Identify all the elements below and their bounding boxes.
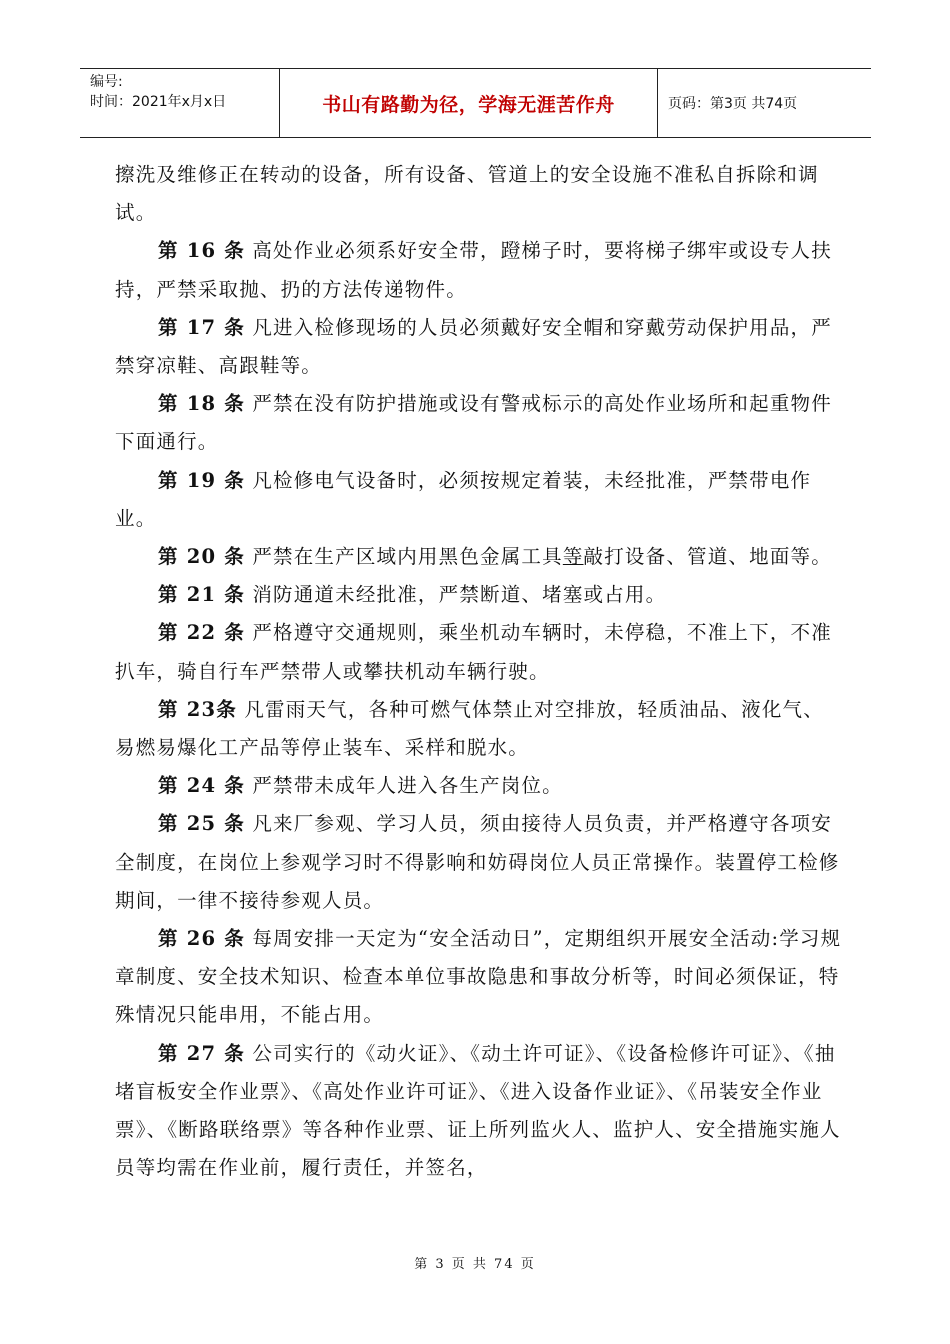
article-label: 第 16 条 (158, 239, 245, 263)
article-text: 凡来厂参观、学习人员，须由接待人员负责，并严格遵守各项安全制度，在岗位上参观学习时不得影响和妨碍岗位人员正常操作。装置停工检修期间，一律不接待参观人员。 (115, 812, 840, 912)
article-16 (115, 232, 842, 308)
article-20 (115, 538, 842, 576)
article-label: 第 19 条 (158, 468, 245, 492)
article-label: 第 20 条 (158, 545, 245, 569)
article-text: 公司实行的《动火证》、《动土许可证》、《设备检修许可证》、《抽堵盲板安全作业票》、《高处作业许可证》、《进入设备作业证》、《吊装安全作业票》、《断路联络票》等各种作业票、证上所列监火人、监护人、安全措施实施人员等均需在作业前，履行责任，并签名， (115, 1041, 841, 1180)
header-page-info: 页码：第3页 共74页 (668, 96, 798, 112)
article-label: 第 25 条 (158, 812, 245, 836)
document-number-label: 编号: (90, 74, 123, 90)
article-text: 严禁在没有防护措施或设有警戒标示的高处作业场所和起重物件下面通行。 (115, 392, 832, 454)
article-label: 第 18 条 (158, 392, 245, 416)
article-label: 第 17 条 (158, 315, 245, 339)
document-date: 时间：2021年x月x日 (90, 94, 227, 110)
article-19 (115, 462, 842, 538)
article-text: 严禁带未成年人进入各生产岗位。 (244, 774, 563, 798)
article-26 (115, 920, 842, 1035)
article-text: 每周安排一天定为“安全活动日”，定期组织开展安全活动:学习规章制度、安全技术知识、检查本单位事故隐患和事故分析等，时间必须保证，特殊情况只能串用，不能占用。 (115, 927, 842, 1027)
article-text: 凡进入检修现场的人员必须戴好安全帽和穿戴劳动保护用品，严禁穿凉鞋、高跟鞋等。 (115, 315, 832, 378)
article-24 (115, 767, 842, 805)
article-text: 严格遵守交通规则，乘坐机动车辆时，未停稳，不准上下，不准扒车，骑自行车严禁带人或攀扶机动车辆行驶。 (115, 621, 832, 683)
article-text: 凡雷雨天气，各种可燃气体禁止对空排放，轻质油品、液化气、易燃易爆化工产品等停止装车、采样和脱水。 (115, 697, 824, 760)
article-text: 严禁在生产区域内用黑色金属工具 (244, 545, 563, 569)
header-meta (80, 69, 280, 137)
article-25 (115, 805, 842, 920)
article-text-cont: 敲打设备、管道、地面等。 (583, 545, 832, 569)
article-label: 第 24 条 (158, 774, 245, 798)
article-text: 高处作业必须系好安全带，蹬梯子时，要将梯子绑牢或设专人扶持，严禁采取抛、扔的方法传递物件。 (115, 239, 832, 301)
underlined-word: 等 (562, 545, 584, 569)
article-22 (115, 614, 842, 690)
article-label: 第 21 条 (158, 583, 245, 607)
header-motto: 书山有路勤为径，学海无涯苦作舟 (280, 69, 658, 137)
article-27 (115, 1035, 842, 1188)
page-header (80, 68, 871, 138)
article-21 (115, 576, 842, 614)
paragraph-continuation: 擦洗及维修正在转动的设备，所有设备、管道上的安全设施不准私自拆除和调试。 (115, 163, 819, 225)
article-label: 第 27 条 (158, 1041, 245, 1065)
page-footer: 第 3 页 共 74 页 (414, 1257, 536, 1272)
document-body (115, 156, 842, 1187)
article-label: 第 22 条 (158, 621, 245, 645)
article-17 (115, 309, 842, 385)
article-label: 第 23条 (158, 697, 237, 721)
article-text: 凡检修电气设备时，必须按规定着装，未经批准，严禁带电作业。 (115, 468, 812, 530)
article-23 (115, 691, 842, 767)
article-text: 消防通道未经批准，严禁断道、堵塞或占用。 (244, 583, 667, 607)
article-18 (115, 385, 842, 461)
article-label: 第 26 条 (158, 927, 245, 951)
